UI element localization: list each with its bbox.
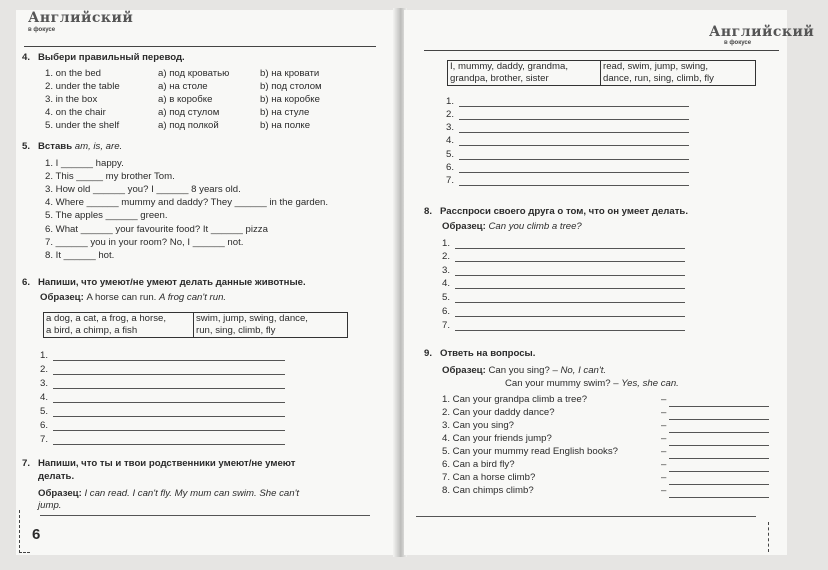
question: 6. Can a bird fly?	[442, 459, 515, 470]
book-logo: Английский	[28, 10, 134, 26]
answer-line[interactable]	[53, 444, 285, 445]
exercise-number: 8.	[424, 206, 433, 217]
answer-line[interactable]	[53, 388, 285, 389]
phrase: 1. on the bed	[45, 68, 102, 79]
line-number: 7.	[442, 320, 451, 331]
answer-line[interactable]	[459, 185, 689, 186]
word-box-line: run, sing, climb, fly	[196, 325, 276, 336]
answer-dash: –	[661, 433, 667, 444]
word-box-line: a dog, a cat, a frog, a horse,	[46, 313, 166, 324]
exercise-number: 5.	[22, 141, 31, 152]
line-number: 6.	[40, 420, 49, 431]
top-word-box	[447, 60, 756, 86]
answer-line[interactable]	[669, 471, 769, 472]
exercise-6-word-box	[43, 312, 348, 338]
answer-line[interactable]	[53, 360, 285, 361]
word-box-line: read, swim, jump, swing,	[603, 61, 709, 72]
sample-text-italic: A frog can't run.	[159, 292, 227, 303]
answer-line[interactable]	[40, 515, 370, 516]
line-number: 5.	[40, 406, 49, 417]
answer-dash: –	[661, 459, 667, 470]
answer-line[interactable]	[53, 374, 285, 375]
answer-line[interactable]	[459, 145, 689, 146]
option-a: a) в коробке	[158, 94, 213, 105]
answer-line[interactable]	[459, 106, 689, 107]
phrase: 3. in the box	[45, 94, 98, 105]
answer-line[interactable]	[669, 458, 769, 459]
question: 2. Can your daddy dance?	[442, 407, 555, 418]
sentence: 4. Where ______ mummy and daddy? They ______ in the garden.	[45, 197, 329, 208]
answer-line[interactable]	[53, 402, 285, 403]
option-b: b) под столом	[260, 81, 322, 92]
sample-text-italic: Can you climb a tree?	[488, 221, 582, 232]
line-number: 4.	[446, 135, 455, 146]
exercise-number: 7.	[22, 458, 31, 469]
question: 4. Can your friends jump?	[442, 433, 552, 444]
word-box-actions	[600, 61, 716, 85]
question: 7. Can a horse climb?	[442, 472, 536, 483]
option-b: b) на кровати	[260, 68, 320, 79]
line-number: 6.	[446, 162, 455, 173]
option-a: a) под стулом	[158, 107, 220, 118]
word-box-animals	[44, 313, 193, 337]
answer-line[interactable]	[669, 406, 769, 407]
answer-line[interactable]	[53, 416, 285, 417]
right-page	[404, 10, 815, 555]
header-divider	[424, 50, 779, 51]
line-number: 4.	[442, 278, 451, 289]
sentence: 6. What ______ your favourite food? It ______ pizza	[45, 224, 268, 235]
word-box-line: swim, jump, swing, dance,	[196, 313, 308, 324]
sentence: 8. It ______ hot.	[45, 250, 115, 261]
sample-label: Образец:	[40, 292, 84, 303]
exercise-7-title	[22, 458, 295, 469]
option-b: b) на полке	[260, 120, 311, 131]
exercise-number: 6.	[22, 277, 31, 288]
answer-line[interactable]	[455, 302, 685, 303]
answer-dash: –	[661, 446, 667, 457]
exercise-instruction: Напиши, что ты и твои родственники умеют/не умеют	[38, 458, 296, 469]
line-number: 6.	[442, 306, 451, 317]
phrase: 5. under the shelf	[45, 120, 120, 131]
sample-label: Образец:	[38, 488, 82, 499]
question: 3. Can you sing?	[442, 420, 514, 431]
footer-divider	[416, 516, 756, 517]
sentence: 1. I ______ happy.	[45, 158, 124, 169]
page-number: 6	[32, 526, 41, 543]
sample-text: A horse can run.	[86, 292, 157, 303]
answer-line[interactable]	[669, 419, 769, 420]
exercise-number: 4.	[22, 52, 31, 63]
line-number: 2.	[446, 109, 455, 120]
sentence: 5. The apples ______ green.	[45, 210, 168, 221]
line-number: 5.	[442, 292, 451, 303]
answer-line[interactable]	[459, 159, 689, 160]
sample-answer: Yes, she can.	[621, 378, 679, 389]
sample-answer: No, I can't.	[560, 365, 607, 376]
answer-line[interactable]	[459, 172, 689, 173]
left-page	[16, 10, 396, 555]
question: 8. Can chimps climb?	[442, 485, 534, 496]
answer-line[interactable]	[459, 119, 689, 120]
sample-question: Can your mummy swim? –	[505, 378, 619, 389]
answer-dash: –	[661, 394, 667, 405]
page-corner-mark	[19, 510, 30, 553]
question: 1. Can your grandpa climb a tree?	[442, 394, 588, 405]
exercise-8-sample	[442, 221, 582, 232]
sentence: 3. How old ______ you? I ______ 8 years old.	[45, 184, 241, 195]
word-box-actions	[193, 313, 310, 337]
answer-line[interactable]	[455, 316, 685, 317]
answer-line[interactable]	[455, 330, 685, 331]
exercise-instruction-words: am, is, are.	[74, 141, 123, 152]
sample-text-italic: I can read. I can't fly. My mum can swim. She can't	[84, 488, 300, 499]
sample-question: Can you sing? –	[488, 365, 558, 376]
answer-dash: –	[661, 472, 667, 483]
line-number: 3.	[442, 265, 451, 276]
word-box-people	[448, 61, 600, 85]
option-b: b) на коробке	[260, 94, 320, 105]
answer-line[interactable]	[53, 430, 285, 431]
line-number: 2.	[442, 251, 451, 262]
option-b: b) на стуле	[260, 107, 310, 118]
line-number: 1.	[40, 350, 49, 361]
answer-line[interactable]	[455, 275, 685, 276]
exercise-9-title	[424, 348, 535, 359]
sample-label: Образец:	[442, 221, 486, 232]
sample-label: Образец:	[442, 365, 486, 376]
exercise-instruction: Ответь на вопросы.	[440, 348, 536, 359]
sentence: 7. ______ you in your room? No, I ______ not.	[45, 237, 244, 248]
exercise-number: 9.	[424, 348, 433, 359]
question: 5. Can your mummy read English books?	[442, 446, 618, 457]
exercise-6-sample	[40, 292, 226, 303]
word-box-line: I, mummy, daddy, grandma,	[450, 61, 569, 72]
exercise-instruction: Напиши, что умеют/не умеют делать данные животные.	[38, 277, 306, 288]
answer-line[interactable]	[455, 248, 685, 249]
book-logo-subtitle: в фокусе	[724, 40, 752, 46]
line-number: 3.	[446, 122, 455, 133]
exercise-instruction: Расспроси своего друга о том, что он умеет делать.	[440, 206, 688, 217]
line-number: 7.	[40, 434, 49, 445]
word-box-line: a bird, a chimp, a fish	[46, 325, 138, 336]
phrase: 2. under the table	[45, 81, 120, 92]
answer-line[interactable]	[669, 484, 769, 485]
line-number: 5.	[446, 149, 455, 160]
exercise-instruction: Выбери правильный перевод.	[38, 52, 185, 63]
option-a: a) под кроватью	[158, 68, 230, 79]
answer-line[interactable]	[455, 288, 685, 289]
exercise-4-title	[22, 52, 185, 63]
exercise-5-title	[22, 141, 122, 152]
exercise-7-sample	[38, 488, 299, 499]
exercise-instruction: Вставь	[38, 141, 73, 152]
answer-line[interactable]	[669, 432, 769, 433]
header-divider	[24, 46, 376, 47]
line-number: 2.	[40, 364, 49, 375]
answer-line[interactable]	[669, 445, 769, 446]
exercise-9-sample-2	[505, 378, 679, 389]
page-corner-mark	[768, 522, 770, 552]
answer-line[interactable]	[455, 261, 685, 262]
exercise-9-sample	[442, 365, 606, 376]
answer-dash: –	[661, 407, 667, 418]
line-number: 3.	[40, 378, 49, 389]
line-number: 4.	[40, 392, 49, 403]
option-a: a) под полкой	[158, 120, 219, 131]
phrase: 4. on the chair	[45, 107, 106, 118]
exercise-7-sample-cont: jump.	[38, 500, 62, 511]
answer-dash: –	[661, 420, 667, 431]
book-logo: Английский	[709, 24, 815, 40]
exercise-7-title-cont: делать.	[38, 471, 75, 482]
exercise-8-title	[424, 206, 688, 217]
exercise-6-title	[22, 277, 306, 288]
answer-line[interactable]	[669, 497, 769, 498]
book-logo-subtitle: в фокусе	[28, 27, 56, 33]
answer-dash: –	[661, 485, 667, 496]
word-box-line: grandpa, brother, sister	[450, 73, 549, 84]
sentence: 2. This _____ my brother Tom.	[45, 171, 175, 182]
option-a: a) на столе	[158, 81, 208, 92]
answer-line[interactable]	[459, 132, 689, 133]
word-box-line: dance, run, sing, climb, fly	[603, 73, 714, 84]
line-number: 1.	[442, 238, 451, 249]
line-number: 1.	[446, 96, 455, 107]
line-number: 7.	[446, 175, 455, 186]
